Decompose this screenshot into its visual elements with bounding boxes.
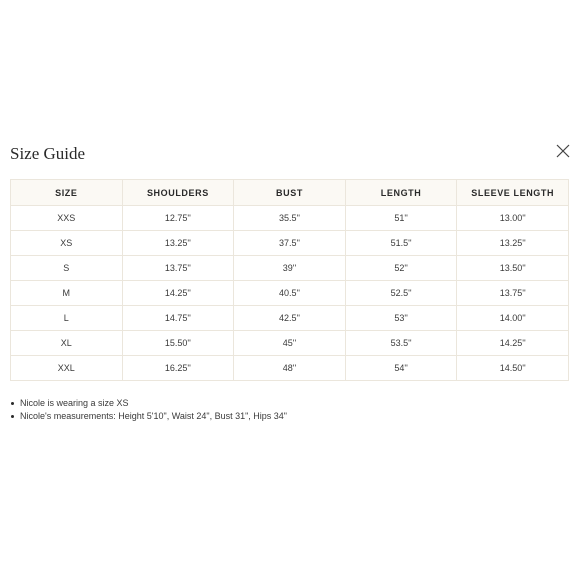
cell-sleeve-length: 13.75'' bbox=[457, 281, 569, 306]
cell-bust: 48'' bbox=[234, 356, 346, 381]
cell-bust: 42.5'' bbox=[234, 306, 346, 331]
cell-length: 52.5'' bbox=[345, 281, 457, 306]
table-row bbox=[11, 356, 569, 381]
table-row bbox=[11, 256, 569, 281]
cell-length: 51.5'' bbox=[345, 231, 457, 256]
cell-size: M bbox=[11, 281, 123, 306]
table-row bbox=[11, 281, 569, 306]
cell-sleeve-length: 13.25'' bbox=[457, 231, 569, 256]
cell-sleeve-length: 14.25'' bbox=[457, 331, 569, 356]
cell-shoulders: 13.75'' bbox=[122, 256, 234, 281]
cell-size: L bbox=[11, 306, 123, 331]
cell-length: 51'' bbox=[345, 206, 457, 231]
table-row bbox=[11, 306, 569, 331]
cell-size: XS bbox=[11, 231, 123, 256]
cell-length: 52'' bbox=[345, 256, 457, 281]
size-table bbox=[10, 179, 569, 381]
list-item: Nicole is wearing a size XS bbox=[10, 397, 287, 410]
cell-bust: 39'' bbox=[234, 256, 346, 281]
cell-length: 53.5'' bbox=[345, 331, 457, 356]
cell-sleeve-length: 13.50'' bbox=[457, 256, 569, 281]
cell-sleeve-length: 14.00'' bbox=[457, 306, 569, 331]
table-row bbox=[11, 206, 569, 231]
cell-sleeve-length: 13.00'' bbox=[457, 206, 569, 231]
cell-length: 54'' bbox=[345, 356, 457, 381]
table-row bbox=[11, 231, 569, 256]
modal-title: Size Guide bbox=[10, 144, 86, 163]
cell-shoulders: 15.50'' bbox=[122, 331, 234, 356]
cell-size: XL bbox=[11, 331, 123, 356]
header-bust: BUST bbox=[234, 180, 346, 206]
header-length: LENGTH bbox=[345, 180, 457, 206]
header-sleeve-length: SLEEVE LENGTH bbox=[457, 180, 569, 206]
cell-shoulders: 12.75'' bbox=[122, 206, 234, 231]
cell-shoulders: 16.25'' bbox=[122, 356, 234, 381]
cell-bust: 45'' bbox=[234, 331, 346, 356]
model-notes bbox=[10, 397, 287, 423]
close-button[interactable] bbox=[555, 143, 571, 159]
cell-size: XXL bbox=[11, 356, 123, 381]
cell-sleeve-length: 14.50'' bbox=[457, 356, 569, 381]
cell-bust: 37.5'' bbox=[234, 231, 346, 256]
cell-length: 53'' bbox=[345, 306, 457, 331]
cell-bust: 35.5'' bbox=[234, 206, 346, 231]
cell-size: S bbox=[11, 256, 123, 281]
cell-shoulders: 14.25'' bbox=[122, 281, 234, 306]
header-shoulders: SHOULDERS bbox=[122, 180, 234, 206]
close-icon bbox=[555, 143, 571, 159]
header-size: SIZE bbox=[11, 180, 123, 206]
cell-bust: 40.5'' bbox=[234, 281, 346, 306]
list-item: Nicole's measurements: Height 5'10", Waist 24", Bust 31", Hips 34" bbox=[10, 410, 287, 423]
cell-shoulders: 14.75'' bbox=[122, 306, 234, 331]
cell-size: XXS bbox=[11, 206, 123, 231]
cell-shoulders: 13.25'' bbox=[122, 231, 234, 256]
table-row bbox=[11, 331, 569, 356]
table-header-row bbox=[11, 180, 569, 206]
